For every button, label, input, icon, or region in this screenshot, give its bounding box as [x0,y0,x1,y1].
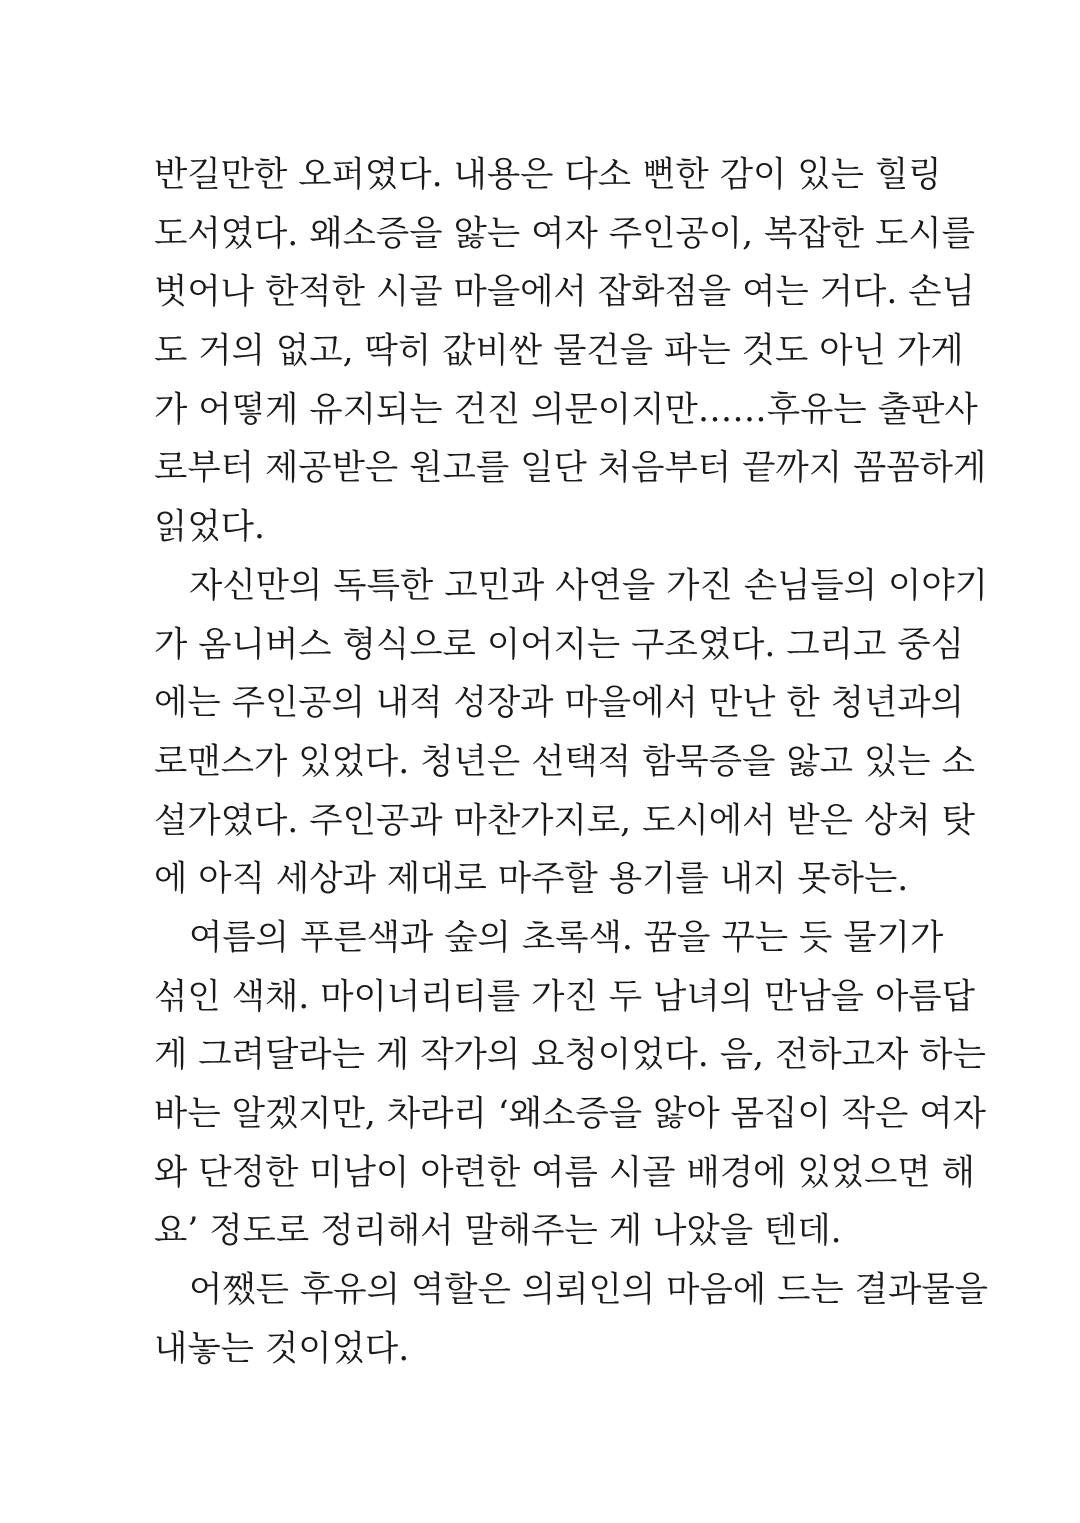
text-line: 도서였다. 왜소증을 앓는 여자 주인공이, 복잡한 도시를 [154,213,975,254]
paragraph-first-line: 어쨌든 후유의 역할은 의뢰인의 마음에 드는 결과물을 [189,1270,988,1311]
text-line: 도 거의 없고, 딱히 값비싼 물건을 파는 것도 아닌 가게 [154,331,964,372]
text-line: 반길만한 오퍼였다. 내용은 다소 뻔한 감이 있는 힐링 [154,155,942,195]
text-line: 설가였다. 주인공과 마찬가지로, 도시에서 받은 상처 탓 [154,800,975,841]
paragraph-first-line: 여름의 푸른색과 숲의 초록색. 꿈을 꾸는 듯 물기가 [189,917,944,958]
text-line: 가 어떻게 유지되는 건진 의문이지만……후유는 출판사 [154,389,978,430]
paragraph-first-line: 자신만의 독특한 고민과 사연을 가진 손님들의 이야기 [189,565,988,606]
text-line: 게 그려달라는 게 작가의 요청이었다. 음, 전하고자 하는 [154,1035,986,1076]
text-line: 로부터 제공받은 원고를 일단 처음부터 끝까지 꼼꼼하게 [154,448,987,489]
text-line: 에 아직 세상과 제대로 마주할 용기를 내지 못하는. [154,859,909,900]
text-line: 와 단정한 미남이 아련한 여름 시골 배경에 있었으면 해 [154,1152,975,1193]
text-line: 바는 알겠지만, 차라리 ‘왜소증을 앓아 몸집이 작은 여자 [154,1094,986,1134]
text-line: 가 옴니버스 형식으로 이어지는 구조였다. 그리고 중심 [154,624,964,665]
text-line: 벗어나 한적한 시골 마을에서 잡화점을 여는 거다. 손님 [154,272,975,313]
text-line: 섞인 색채. 마이너리티를 가진 두 남녀의 만남을 아름답 [154,976,975,1017]
body-text [154,146,988,1378]
text-line: 읽었다. [154,507,265,548]
text-line: 로맨스가 있었다. 청년은 선택적 함묵증을 앓고 있는 소 [154,741,975,782]
text-line: 에는 주인공의 내적 성장과 마을에서 만난 한 청년과의 [154,683,964,724]
text-line: 내놓는 것이었다. [154,1328,410,1369]
text-line: 요’ 정도로 정리해서 말해주는 게 나았을 텐데. [154,1211,842,1252]
